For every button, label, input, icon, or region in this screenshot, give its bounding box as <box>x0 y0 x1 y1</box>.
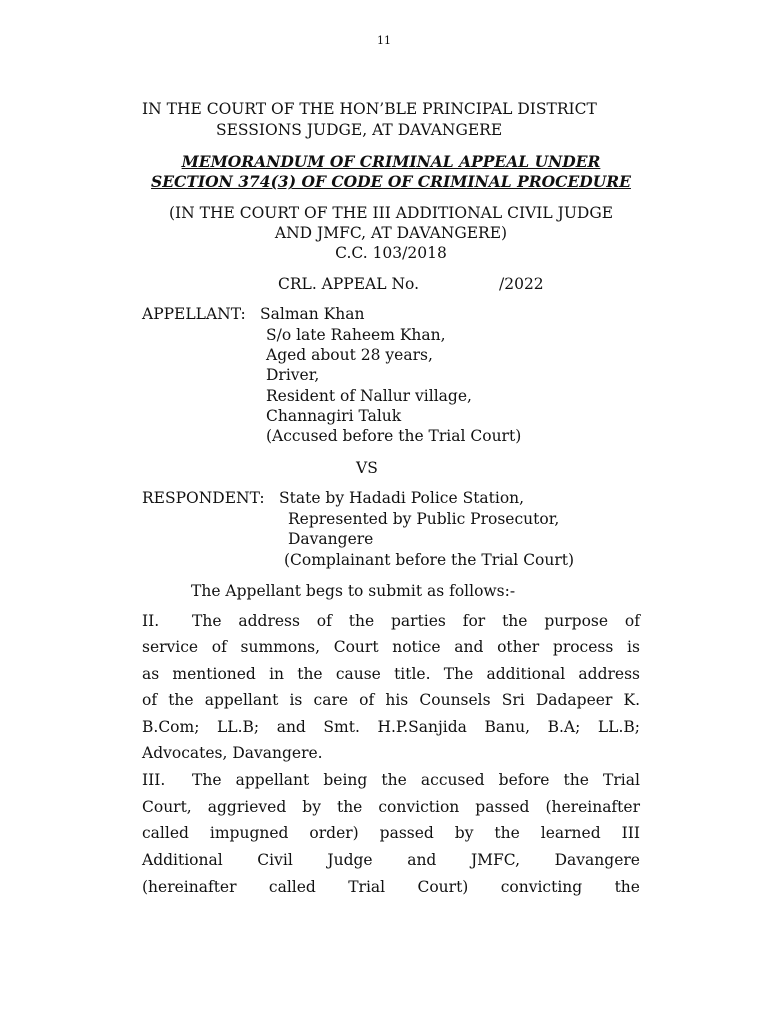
paragraph-number: III. <box>142 771 166 789</box>
appellant-line: Aged about 28 years, <box>266 346 433 364</box>
paragraph-line: of the appellant is care of his Counsels Sri Dadapeer K. <box>142 691 640 709</box>
intro-line: The Appellant begs to submit as follows:- <box>191 582 516 600</box>
paragraph-line: as mentioned in the cause title. The additional address <box>142 665 640 683</box>
respondent-line: State by Hadadi Police Station, <box>279 489 525 507</box>
case-number: C.C. 103/2018 <box>335 244 447 262</box>
respondent-line: (Complainant before the Trial Court) <box>284 551 575 569</box>
court-heading-line1: IN THE COURT OF THE HON’BLE PRINCIPAL DISTRICT <box>142 100 597 118</box>
appeal-number-label: CRL. APPEAL No. <box>278 275 420 293</box>
appellant-line: (Accused before the Trial Court) <box>266 427 522 445</box>
trial-court-line2: AND JMFC, AT DAVANGERE) <box>274 224 508 242</box>
paragraph-line: II. The address of the parties for the purpose of <box>142 612 640 630</box>
appellant-line: Channagiri Taluk <box>266 407 402 425</box>
paragraph-line: Court, aggrieved by the conviction passed (hereinafter <box>142 798 640 816</box>
appellant-label: APPELLANT: <box>142 305 246 323</box>
appellant-name: Salman Khan <box>260 305 365 323</box>
court-heading-line2: SESSIONS JUDGE, AT DAVANGERE <box>216 121 503 139</box>
paragraph-line: III. The appellant being the accused before the Trial <box>142 771 640 789</box>
respondent-line: Represented by Public Prosecutor, <box>288 510 560 528</box>
respondent-label: RESPONDENT: <box>142 489 265 507</box>
memo-title-line2: SECTION 374(3) OF CODE OF CRIMINAL PROCEDURE <box>151 172 631 191</box>
paragraph-line: Additional Civil Judge and JMFC, Davangere <box>142 851 640 869</box>
appeal-number-year: /2022 <box>499 275 544 293</box>
trial-court-line1: (IN THE COURT OF THE III ADDITIONAL CIVIL JUDGE <box>168 204 614 222</box>
versus: VS <box>356 459 378 477</box>
page-number: 11 <box>377 34 391 47</box>
appellant-line: S/o late Raheem Khan, <box>266 326 446 344</box>
appellant-line: Driver, <box>266 366 320 384</box>
paragraph-line: B.Com; LL.B; and Smt. H.P.Sanjida Banu, B.A; LL.B; <box>142 718 640 736</box>
respondent-line: Davangere <box>288 530 374 548</box>
paragraph-line: (hereinafter called Trial Court) convicting the <box>142 878 640 896</box>
paragraph-line: called impugned order) passed by the learned III <box>142 824 640 842</box>
paragraph-line: service of summons, Court notice and other process is <box>142 638 640 656</box>
memo-title-line1: MEMORANDUM OF CRIMINAL APPEAL UNDER <box>181 152 601 171</box>
paragraph-line: Advocates, Davangere. <box>142 744 323 762</box>
appellant-line: Resident of Nallur village, <box>266 387 472 405</box>
paragraph-number: II. <box>142 612 160 630</box>
